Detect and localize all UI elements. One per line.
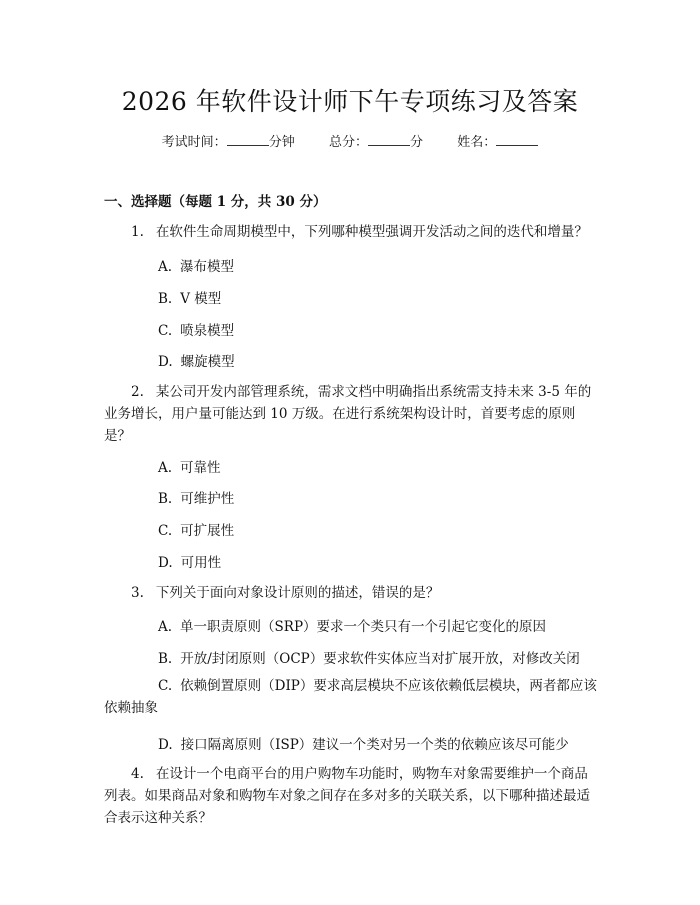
score-label: 总分：	[328, 135, 368, 150]
question-3	[104, 582, 600, 604]
time-blank	[227, 133, 269, 146]
option-1d	[158, 350, 235, 370]
option-2d	[158, 551, 221, 571]
option-text: 接口隔离原则（ISP）建议一个类对另一个类的依赖应该尽可能少	[180, 737, 569, 753]
score-unit: 分	[410, 135, 424, 150]
option-2a	[158, 456, 221, 476]
option-3b	[158, 647, 580, 667]
option-letter: A.	[158, 259, 173, 275]
option-1c	[158, 319, 234, 339]
option-letter: D.	[158, 737, 173, 753]
option-letter: C.	[158, 323, 173, 339]
option-3a	[158, 615, 546, 635]
option-3d	[158, 733, 569, 753]
option-1b	[158, 287, 221, 307]
option-letter: A.	[158, 619, 173, 635]
question-1	[104, 221, 600, 243]
option-3c	[104, 675, 600, 719]
option-text: 瀑布模型	[180, 259, 235, 275]
option-text: 可维护性	[180, 491, 235, 507]
time-label: 考试时间：	[161, 135, 227, 150]
option-text: 单一职责原则（SRP）要求一个类只有一个引起它变化的原因	[180, 619, 547, 635]
question-text: 下列关于面向对象设计原则的描述，错误的是？	[155, 585, 440, 601]
option-letter: A.	[158, 460, 173, 476]
option-text: 可靠性	[180, 460, 221, 476]
name-blank	[496, 133, 538, 146]
option-letter: C.	[158, 523, 173, 539]
option-letter: D.	[158, 354, 173, 370]
name-label: 姓名：	[457, 135, 497, 150]
question-text: 在软件生命周期模型中，下列哪种模型强调开发活动之间的迭代和增量？	[155, 224, 588, 240]
option-letter: C.	[158, 678, 173, 694]
option-text: 可用性	[180, 555, 222, 571]
question-text: 在设计一个电商平台的用户购物车功能时，购物车对象需要维护一个商品列表。如果商品对象和购物车对象之间存在多对多的关联关系，以下哪种描述最适合表示这种关系？	[104, 766, 590, 826]
score-blank	[368, 133, 410, 146]
option-text: 可扩展性	[180, 523, 235, 539]
option-1a	[158, 255, 234, 275]
option-letter: B.	[158, 491, 173, 507]
option-2b	[158, 487, 234, 507]
option-text: 喷泉模型	[180, 323, 235, 339]
question-text: 某公司开发内部管理系统，需求文档中明确指出系统需支持未来 3-5 年的业务增长，用户量可能达到 10 万级。在进行系统架构设计时，首要考虑的原则是？	[104, 384, 592, 444]
option-letter: B.	[158, 651, 173, 667]
option-letter: B.	[158, 291, 173, 307]
time-unit: 分钟	[268, 135, 295, 150]
question-number: 2.	[131, 384, 144, 400]
exam-meta	[0, 131, 700, 150]
option-text: 螺旋模型	[180, 354, 235, 370]
question-4	[104, 763, 600, 829]
section-heading: 一、选择题（每题 1 分，共 30 分）	[104, 194, 327, 210]
option-2c	[158, 519, 234, 539]
question-number: 3.	[131, 585, 144, 601]
option-text: V 模型	[180, 291, 222, 307]
option-letter: D.	[158, 555, 173, 571]
option-text: 依赖倒置原则（DIP）要求高层模块不应该依赖低层模块，两者都应该依赖抽象	[104, 678, 597, 716]
question-2	[104, 381, 600, 447]
question-number: 4.	[131, 766, 144, 782]
option-text: 开放/封闭原则（OCP）要求软件实体应当对扩展开放，对修改关闭	[180, 651, 580, 667]
page-title: 2026 年软件设计师下午专项练习及答案	[121, 87, 579, 116]
question-number: 1.	[131, 224, 144, 240]
